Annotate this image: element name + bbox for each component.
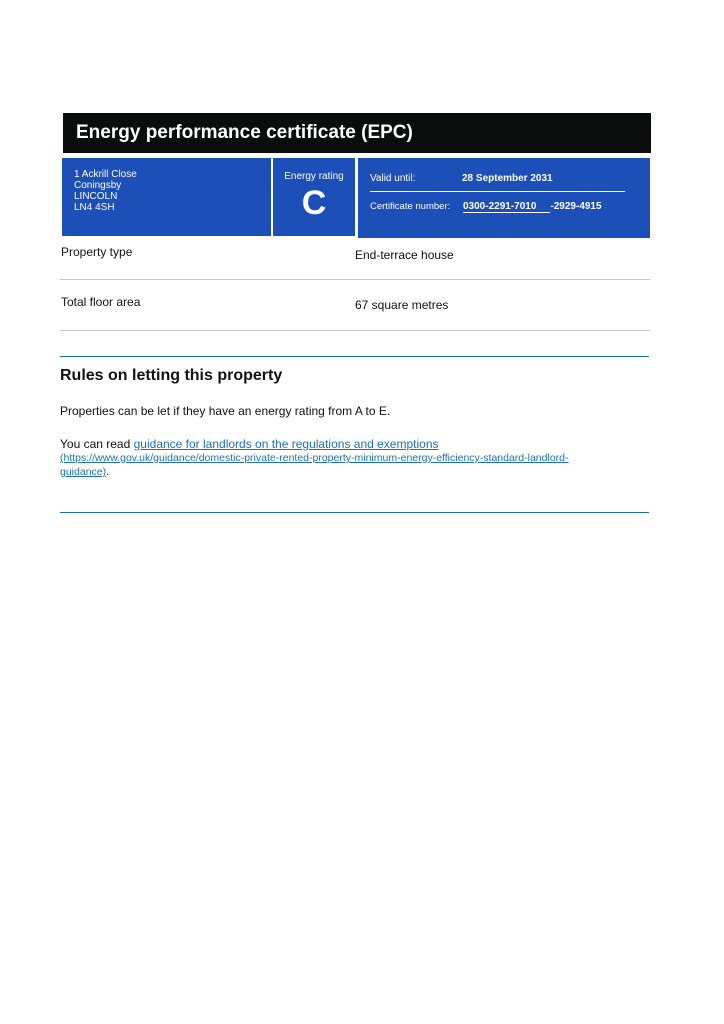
rules-paragraph: Properties can be let if they have an energy rating from A to E. [60,404,391,418]
guidance-link[interactable]: guidance for landlords on the regulations and exemptions [133,437,439,451]
valid-until-label: Valid until: [370,173,416,184]
row-divider [60,330,650,331]
certificate-number [463,201,602,212]
guidance-suffix: . [106,466,110,478]
guidance-url-link[interactable]: (https://www.gov.uk/guidance/domestic-private-rented-property-minimum-energy-efficiency-standard-landlord- [60,452,569,464]
guidance-paragraph [60,437,630,479]
certificate-number-part-2: -2929-4915 [550,201,602,212]
property-type-label: Property type [61,245,133,259]
validity-panel [358,158,650,238]
section-divider-bottom [60,512,649,513]
energy-rating-value: C [301,184,327,222]
certificate-number-label: Certificate number: [370,201,451,212]
property-type-value: End-terrace house [355,248,454,262]
energy-rating-panel [273,158,355,236]
validity-divider [370,191,625,192]
guidance-prefix: You can read [60,437,134,451]
page-title: Energy performance certificate (EPC) [63,113,651,153]
address-line-2: Coningsby [74,180,122,191]
address-line-3: LINCOLN [74,191,118,202]
valid-until-date: 28 September 2031 [462,173,553,184]
floor-area-value: 67 square metres [355,298,449,312]
address-line-1: 1 Ackrill Close [74,169,137,180]
energy-rating-label: Energy rating [284,171,344,182]
certificate-number-part-1: 0300-2291-7010 [463,201,550,213]
section-divider [60,356,649,357]
floor-area-label: Total floor area [61,295,141,309]
guidance-url-link-end[interactable]: guidance) [60,466,107,478]
row-divider [60,279,650,280]
address-postcode: LN4 4SH [74,202,115,213]
rules-heading: Rules on letting this property [60,367,283,384]
address-panel [62,158,271,236]
